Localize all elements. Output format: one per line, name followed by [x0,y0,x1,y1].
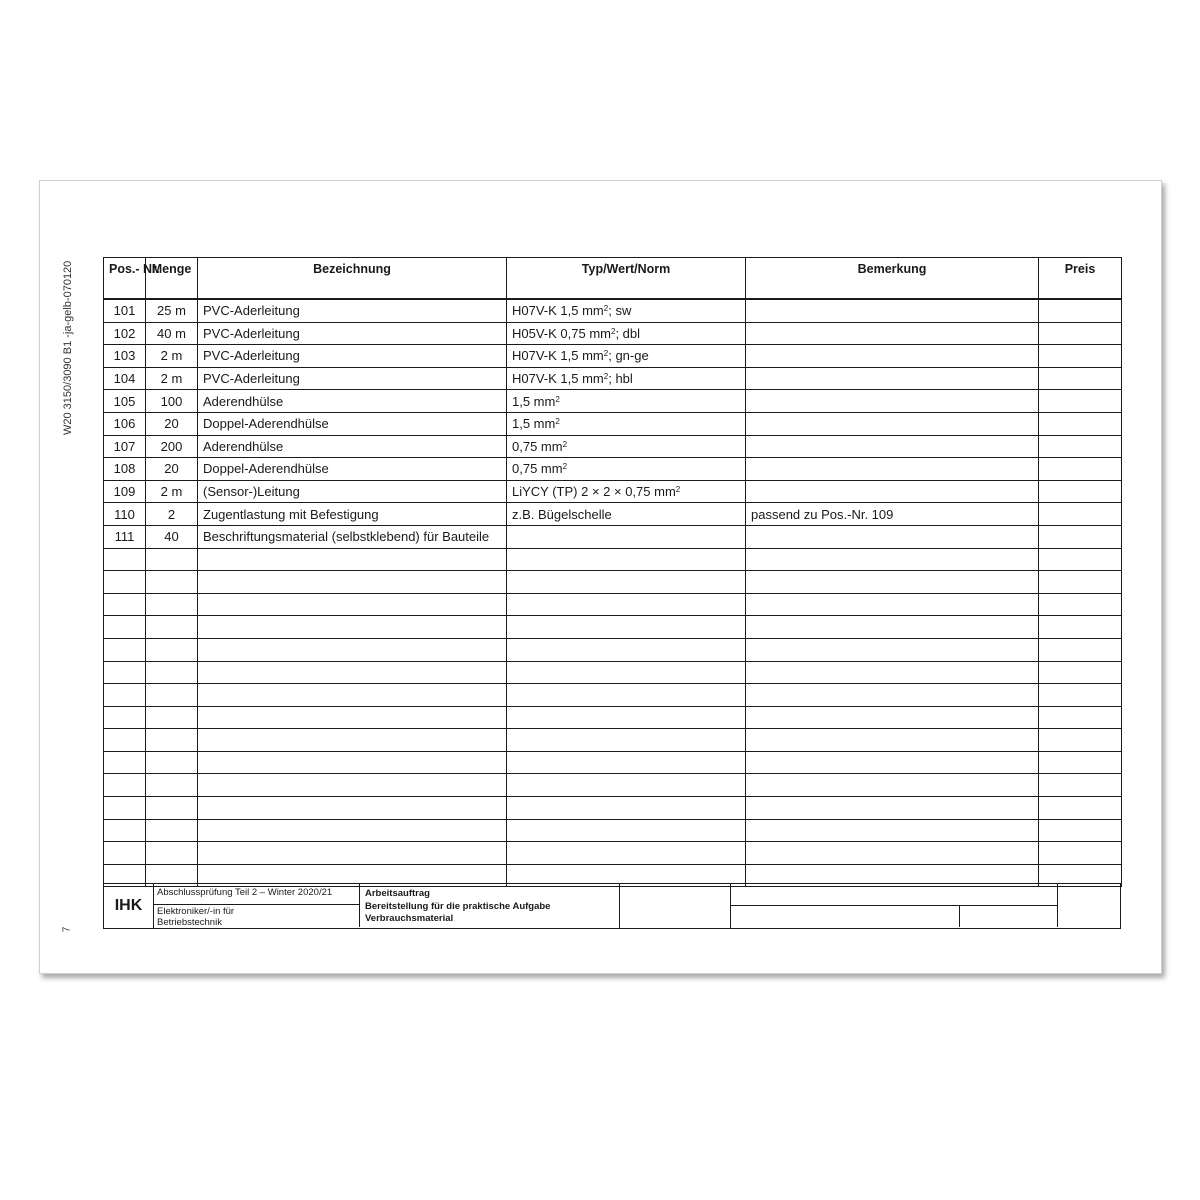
superscript: 2 [562,439,568,449]
cell-typ [507,571,746,594]
cell-pos [104,819,146,842]
cell-bemerkung [746,525,1039,548]
cell-pos [104,706,146,729]
cell-preis [1039,616,1122,639]
cell-pos [104,842,146,865]
cell-menge [146,661,198,684]
exam-name: Abschlussprüfung Teil 2 – Winter 2020/21 [154,884,360,905]
cell-bemerkung [746,480,1039,503]
table-row [104,390,1122,413]
cell-typ: H07V-K 1,5 $mm^2$; sw [507,299,746,322]
task-line2: Bereitstellung für die praktische Aufgabe [365,900,551,912]
table-row [104,367,1122,390]
footer-blank-cell [731,906,960,927]
cell-preis [1039,458,1122,481]
cell-menge [146,797,198,820]
cell-bemerkung [746,661,1039,684]
cell-typ [507,819,746,842]
cell-preis [1039,480,1122,503]
table-row [104,661,1122,684]
job-title-line1: Elektroniker/-in für [157,906,235,917]
cell-bemerkung [746,797,1039,820]
header-pos: Pos.- Nr. [104,258,146,300]
cell-typ: 0,75 $mm^2$ [507,435,746,458]
cell-typ [507,638,746,661]
page-number: 7 [61,926,73,933]
cell-typ [507,842,746,865]
footer-blank-cell [620,884,731,928]
cell-bemerkung [746,571,1039,594]
cell-menge [146,706,198,729]
cell-bemerkung: passend zu Pos.-Nr. 109 [746,503,1039,526]
cell-pos [104,638,146,661]
table-row [104,458,1122,481]
title-block [103,883,1121,929]
cell-bezeichnung [198,774,507,797]
cell-bezeichnung: Aderendhülse [198,435,507,458]
cell-typ: LiYCY (TP) 2 × 2 × 0,75 $mm^2$ [507,480,746,503]
cell-preis [1039,299,1122,322]
cell-bezeichnung: PVC-Aderleitung [198,367,507,390]
cell-pos [104,548,146,571]
task-line1: Arbeitsauftrag [365,888,430,899]
header-bemerkung: Bemerkung [746,258,1039,300]
cell-menge: 2 m [146,480,198,503]
cell-pos: 107 [104,435,146,458]
cell-preis [1039,503,1122,526]
cell-typ [507,774,746,797]
table-row [104,706,1122,729]
cell-pos [104,593,146,616]
cell-pos: 102 [104,322,146,345]
cell-pos: 111 [104,525,146,548]
footer-blank-cell [731,884,1058,906]
cell-bemerkung [746,751,1039,774]
cell-menge [146,638,198,661]
cell-bezeichnung: PVC-Aderleitung [198,299,507,322]
cell-bezeichnung [198,616,507,639]
cell-menge [146,842,198,865]
cell-typ: 1,5 $mm^2$ [507,390,746,413]
table-row [104,616,1122,639]
cell-typ: z.B. Bügelschelle [507,503,746,526]
cell-bemerkung [746,774,1039,797]
cell-preis [1039,593,1122,616]
cell-bemerkung [746,842,1039,865]
cell-bemerkung [746,458,1039,481]
cell-bemerkung [746,548,1039,571]
cell-bemerkung [746,367,1039,390]
cell-pos: 101 [104,299,146,322]
cell-bemerkung [746,706,1039,729]
cell-menge [146,593,198,616]
task-description [360,884,620,928]
table-row [104,435,1122,458]
cell-typ [507,751,746,774]
cell-menge [146,751,198,774]
cell-menge: 100 [146,390,198,413]
cell-menge: 40 [146,525,198,548]
cell-bezeichnung: PVC-Aderleitung [198,322,507,345]
cell-bezeichnung [198,842,507,865]
material-table [103,257,1122,887]
cell-pos [104,797,146,820]
cell-menge [146,548,198,571]
cell-preis [1039,525,1122,548]
table-row [104,525,1122,548]
cell-bezeichnung: Doppel-Aderendhülse [198,458,507,481]
table-header-row [104,258,1122,300]
superscript: 2 [603,349,609,359]
cell-pos [104,774,146,797]
job-title [154,905,360,927]
cell-menge: 40 m [146,322,198,345]
cell-pos: 105 [104,390,146,413]
ihk-logo: IHK [104,884,154,928]
cell-bemerkung [746,322,1039,345]
cell-preis [1039,819,1122,842]
cell-typ: H05V-K 0,75 $mm^2$; dbl [507,322,746,345]
table-row [104,548,1122,571]
cell-bezeichnung [198,819,507,842]
cell-bezeichnung [198,706,507,729]
cell-preis [1039,729,1122,752]
cell-typ: 0,75 $mm^2$ [507,458,746,481]
cell-bezeichnung [198,661,507,684]
table-row [104,503,1122,526]
cell-typ [507,616,746,639]
cell-preis [1039,322,1122,345]
cell-typ [507,525,746,548]
cell-bezeichnung [198,638,507,661]
cell-typ [507,797,746,820]
cell-preis [1039,412,1122,435]
cell-typ [507,593,746,616]
table-row [104,819,1122,842]
superscript: 2 [555,394,560,404]
cell-typ: 1,5 $mm^2$ [507,412,746,435]
cell-pos [104,684,146,707]
cell-preis [1039,390,1122,413]
table-row [104,797,1122,820]
header-preis: Preis [1039,258,1122,300]
cell-bezeichnung: Doppel-Aderendhülse [198,412,507,435]
cell-bezeichnung: Beschriftungsmaterial (selbstklebend) für Bauteile [198,525,507,548]
cell-preis [1039,797,1122,820]
cell-bezeichnung: PVC-Aderleitung [198,345,507,368]
superscript: 2 [611,326,616,336]
table-row [104,751,1122,774]
cell-preis [1039,842,1122,865]
cell-typ [507,548,746,571]
superscript: 2 [603,372,609,382]
cell-bezeichnung: Zugentlastung mit Befestigung [198,503,507,526]
cell-bemerkung [746,412,1039,435]
superscript: 2 [675,485,681,495]
cell-bemerkung [746,684,1039,707]
table-row [104,345,1122,368]
cell-preis [1039,435,1122,458]
table-row [104,322,1122,345]
cell-preis [1039,706,1122,729]
cell-menge: 2 [146,503,198,526]
cell-typ [507,729,746,752]
superscript: 2 [555,417,560,427]
table-row [104,593,1122,616]
cell-pos: 106 [104,412,146,435]
cell-menge [146,729,198,752]
header-menge: Menge [146,258,198,300]
cell-pos: 104 [104,367,146,390]
cell-preis [1039,661,1122,684]
cell-typ [507,661,746,684]
cell-bemerkung [746,593,1039,616]
cell-bezeichnung: Aderendhülse [198,390,507,413]
cell-menge [146,774,198,797]
cell-bemerkung [746,345,1039,368]
cell-pos: 103 [104,345,146,368]
cell-preis [1039,548,1122,571]
cell-bemerkung [746,299,1039,322]
cell-bezeichnung [198,571,507,594]
cell-bemerkung [746,819,1039,842]
cell-menge: 2 m [146,345,198,368]
cell-pos [104,729,146,752]
cell-bezeichnung: (Sensor-)Leitung [198,480,507,503]
cell-menge [146,571,198,594]
cell-menge: 20 [146,412,198,435]
cell-menge: 200 [146,435,198,458]
cell-preis [1039,638,1122,661]
table-row [104,412,1122,435]
header-typ: Typ/Wert/Norm [507,258,746,300]
task-line3: Verbrauchsmaterial [365,913,454,924]
cell-typ [507,706,746,729]
cell-bemerkung [746,435,1039,458]
footer-blank-cell [1058,884,1120,928]
cell-pos [104,751,146,774]
cell-preis [1039,774,1122,797]
table-row [104,299,1122,322]
cell-pos: 110 [104,503,146,526]
cell-preis [1039,367,1122,390]
cell-bemerkung [746,616,1039,639]
cell-menge: 20 [146,458,198,481]
superscript: 2 [562,462,568,472]
cell-bemerkung [746,638,1039,661]
cell-bemerkung [746,729,1039,752]
header-bezeichnung: Bezeichnung [198,258,507,300]
cell-menge [146,819,198,842]
superscript: 2 [603,304,609,314]
cell-bezeichnung [198,684,507,707]
cell-pos [104,616,146,639]
cell-typ: H07V-K 1,5 $mm^2$; hbl [507,367,746,390]
cell-pos: 108 [104,458,146,481]
cell-preis [1039,571,1122,594]
cell-bemerkung [746,390,1039,413]
cell-typ: H07V-K 1,5 $mm^2$; gn-ge [507,345,746,368]
cell-menge: 25 m [146,299,198,322]
cell-pos: 109 [104,480,146,503]
footer-blank-cell [960,906,1058,927]
cell-bezeichnung [198,729,507,752]
cell-pos [104,661,146,684]
table-row [104,638,1122,661]
cell-preis [1039,751,1122,774]
cell-bezeichnung [198,593,507,616]
cell-bezeichnung [198,797,507,820]
cell-preis [1039,345,1122,368]
table-row [104,729,1122,752]
cell-bezeichnung [198,548,507,571]
cell-menge [146,684,198,707]
cell-menge [146,616,198,639]
cell-typ [507,684,746,707]
table-row [104,480,1122,503]
cell-menge: 2 m [146,367,198,390]
table-row [104,842,1122,865]
table-row [104,684,1122,707]
cell-preis [1039,684,1122,707]
cell-pos [104,571,146,594]
cell-bezeichnung [198,751,507,774]
table-row [104,571,1122,594]
document-code: W20 3150/3090 B1 -ja-gelb-070120 [62,260,74,435]
table-row [104,774,1122,797]
job-title-line2: Betriebstechnik [157,917,222,928]
